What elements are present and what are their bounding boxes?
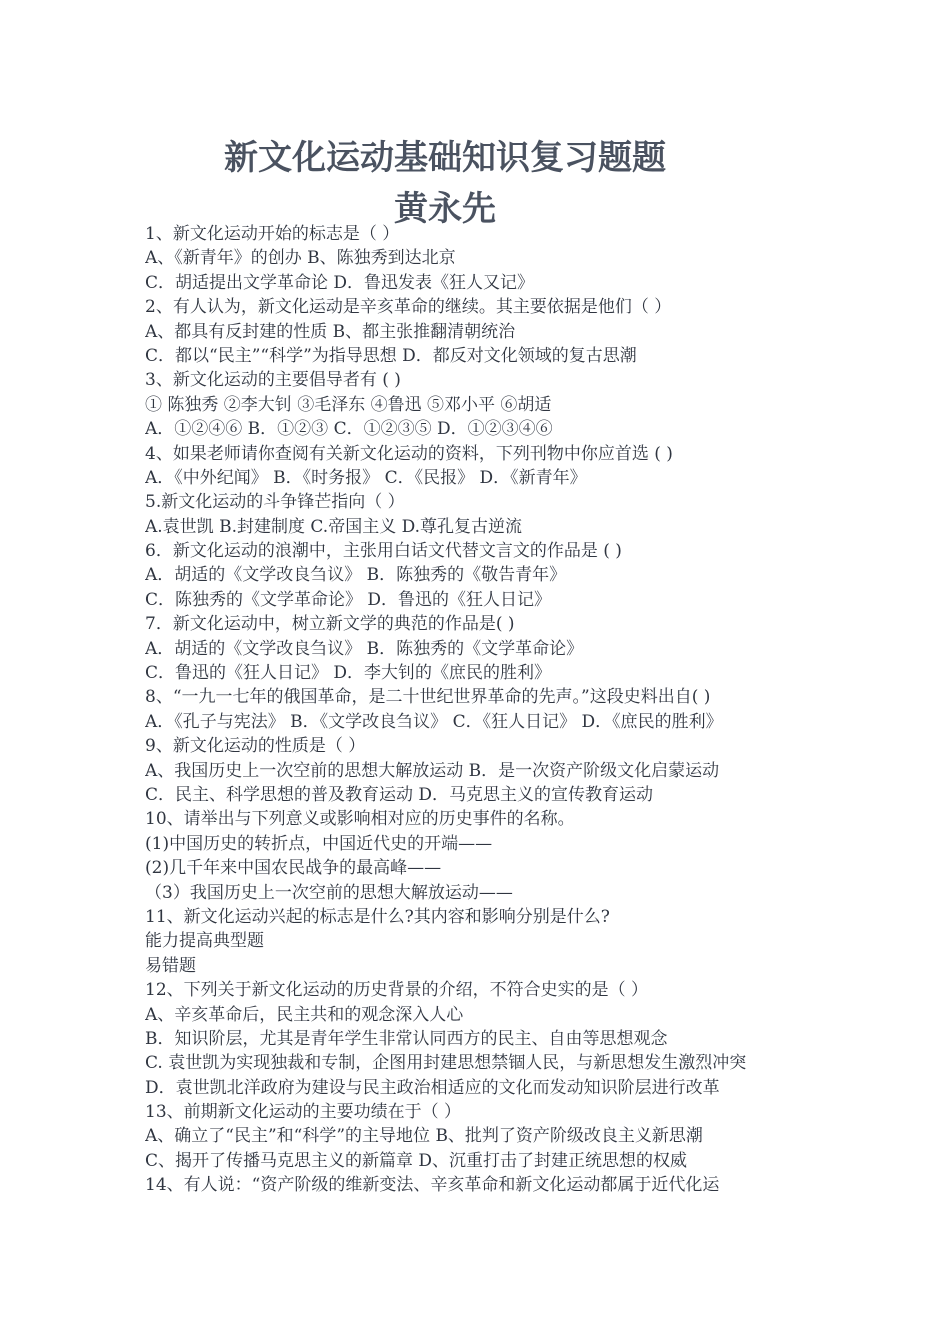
text-line: 4、如果老师请你查阅有关新文化运动的资料，下列刊物中你应首选 ( ): [145, 443, 673, 464]
text-line: C．鲁迅的《狂人日记》 D．李大钊的《庶民的胜利》: [145, 663, 552, 684]
text-line: (2)几千年来中国农民战争的最高峰——: [145, 858, 442, 879]
text-line: (1)中国历史的转折点，中国近代史的开端——: [145, 833, 493, 854]
text-line: C. 袁世凯为实现独裁和专制，企图用封建思想禁锢人民，与新思想发生激烈冲突: [145, 1053, 747, 1074]
text-line: 能力提高典型题: [145, 931, 264, 952]
text-line: A、我国历史上一次空前的思想大解放运动 B．是一次资产阶级文化启蒙运动: [145, 760, 720, 781]
text-line: 6．新文化运动的浪潮中，主张用白话文代替文言文的作品是 ( ): [145, 541, 622, 562]
text-line: 13、前期新文化运动的主要功绩在于（ ）: [145, 1102, 462, 1123]
document-author: 黄永先: [394, 189, 496, 229]
text-line: 11、新文化运动兴起的标志是什么?其内容和影响分别是什么?: [145, 906, 610, 927]
text-line: A．胡适的《文学改良刍议》 B．陈独秀的《敬告青年》: [145, 565, 567, 586]
document-body: [145, 222, 825, 1198]
text-line: A、确立了“民主”和“科学”的主导地位 B、批判了资产阶级改良主义新思潮: [145, 1126, 703, 1147]
text-line: C．民主、科学思想的普及教育运动 D．马克思主义的宣传教育运动: [145, 784, 654, 805]
text-line: 3、新文化运动的主要倡导者有 ( ): [145, 370, 401, 391]
text-line: 8、“一九一七年的俄国革命，是二十世纪世界革命的先声。”这段史料出自( ): [145, 687, 711, 708]
text-line: A、都具有反封建的性质 B、都主张推翻清朝统治: [145, 321, 516, 342]
text-line: 14、有人说：“资产阶级的维新变法、辛亥革命和新文化运动都属于近代化运: [145, 1175, 720, 1196]
text-line: C．都以“民主”“科学”为指导思想 D．都反对文化领域的复古思潮: [145, 345, 637, 366]
text-line: B．知识阶层，尤其是青年学生非常认同西方的民主、自由等思想观念: [145, 1028, 668, 1049]
text-line: A．《孔子与宪法》 B．《文学改良刍议》 C．《狂人日记》 D．《庶民的胜利》: [145, 711, 723, 732]
text-line: A．①②④⑥ B．①②③ C．①②③⑤ D．①②③④⑥: [145, 419, 553, 440]
text-line: A.袁世凯 B.封建制度 C.帝国主义 D.尊孔复古逆流: [145, 516, 523, 537]
text-line: 1、新文化运动开始的标志是（ ）: [145, 224, 400, 244]
text-line: 2、有人认为，新文化运动是辛亥革命的继续。其主要依据是他们（ ）: [145, 297, 672, 318]
text-line: （3）我国历史上一次空前的思想大解放运动——: [145, 882, 513, 903]
text-line: ① 陈独秀 ②李大钊 ③毛泽东 ④鲁迅 ⑤邓小平 ⑥胡适: [145, 394, 552, 415]
text-line: 9、新文化运动的性质是（ ）: [145, 736, 366, 757]
text-line: C．陈独秀的《文学革命论》 D．鲁迅的《狂人日记》: [145, 589, 552, 610]
text-line: 10、请举出与下列意义或影响相对应的历史事件的名称。: [145, 809, 575, 830]
text-line: A、辛亥革命后，民主共和的观念深入人心: [145, 1004, 464, 1025]
text-line: C、揭开了传播马克思主义的新篇章 D、沉重打击了封建正统思想的权威: [145, 1150, 688, 1171]
document-title: 新文化运动基础知识复习题题: [224, 138, 666, 178]
text-line: 12、下列关于新文化运动的历史背景的介绍，不符合史实的是（ ）: [145, 980, 649, 1001]
text-line: 易错题: [145, 955, 196, 976]
text-line: C．胡适提出文学革命论 D．鲁迅发表《狂人又记》: [145, 272, 535, 293]
text-line: A．胡适的《文学改良刍议》 B．陈独秀的《文学革命论》: [145, 638, 584, 659]
text-line: A、《新青年》的创办 B、陈独秀到达北京: [145, 248, 456, 269]
text-line: 7．新文化运动中，树立新文学的典范的作品是( ): [145, 614, 515, 635]
text-line: D．袁世凯北洋政府为建设与民主政治相适应的文化而发动知识阶层进行改革: [145, 1077, 720, 1098]
text-line: A．《中外纪闻》 B．《时务报》 C．《民报》 D．《新青年》: [145, 467, 587, 488]
text-line: 5.新文化运动的斗争锋芒指向（ ）: [145, 492, 405, 513]
